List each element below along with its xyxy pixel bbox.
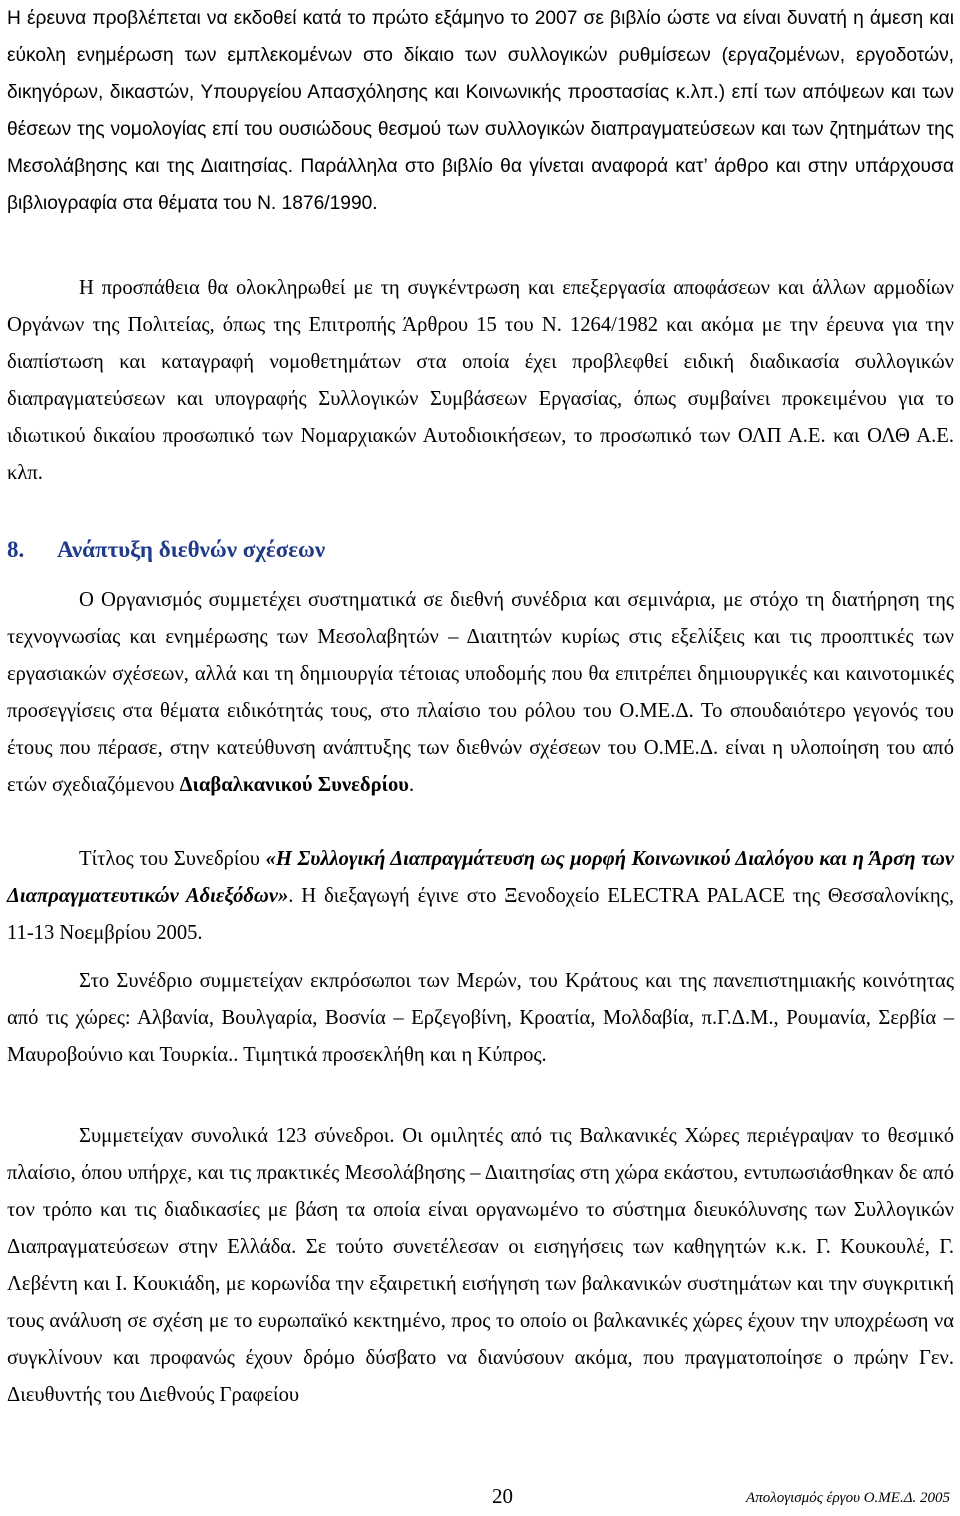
footer-title: Απολογισμός έργου Ο.ΜΕ.Δ. 2005 <box>746 1490 950 1506</box>
paragraph-international-participation <box>7 582 954 804</box>
paragraph-text-venue: . Η διεξαγωγή έγινε στο Ξενοδοχείο ELECTRA PALACE της Θεσσαλονίκης, 11-13 Νοεμβρίου 2005. <box>7 885 954 944</box>
page-footer <box>7 1478 950 1514</box>
page-number: 20 <box>492 1484 513 1508</box>
paragraph-text: Τίτλος του Συνεδρίου <box>79 848 266 870</box>
conference-title-emphasis: «Η Συλλογική Διαπραγμάτευση ως μορφή Κοινωνικού Διαλόγου και η Άρση των Διαπραγματευτικών Αδιεξόδων» <box>7 848 955 907</box>
section-title: Ανάπτυξη διεθνών σχέσεων <box>57 537 326 562</box>
paragraph-data-collection: Η προσπάθεια θα ολοκληρωθεί με τη συγκέντρωση και επεξεργασία αποφάσεων και άλλων αρμοδίων Οργάνων της Πολιτείας, όπως της Επιτροπής Άρθρου 15 του Ν. 1264/1982 και ακόμα με την έρευνα για την διαπίστωση και καταγραφή νομοθετημάτων στα οποία έχει προβλεφθεί ειδική διαδικασία συλλογικών διαπραγματεύσεων και υπογραφής Συλλογικών Συμβάσεων Εργασίας, όπως συμβαίνει προκειμένου για το ιδιωτικού δικαίου προσωπικό των Νομαρχιακών Αυτοδιοικήσεων, το προσωπικό των ΟΛΠ Α.Ε. και ΟΛΘ Α.Ε. κλπ. <box>7 277 954 484</box>
paragraph-research-publication: Η έρευνα προβλέπεται να εκδοθεί κατά το πρώτο εξάμηνο το 2007 σε βιβλίο ώστε να είναι δυνατή η άμεση και εύκολη ενημέρωση των εμπλεκομένων στο δίκαιο των συλλογικών ρυθμίσεων (εργαζομένων, εργοδοτών, δικηγόρων, δικαστών, Υπουργείου Απασχόλησης και Κοινωνικής προστασίας κ.λπ.) επί των απόψεων και των θέσεων της νομολογίας επί του ουσιώδους θεσμού των συλλογικών διαπραγματεύσεων και των ζητημάτων της Μεσολάβησης και της Διαιτησίας. Παράλληλα στο βιβλίο θα γίνεται αναφορά κατ’ άρθρο και στην υπάρχουσα βιβλιογραφία στα θέματα του Ν. 1876/1990. <box>7 8 954 214</box>
paragraph-conference-title <box>7 841 954 952</box>
paragraph-delegates: Συμμετείχαν συνολικά 123 σύνεδροι. Οι ομιλητές από τις Βαλκανικές Χώρες περιέγραψαν το θεσμικό πλαίσιο, όπου υπήρχε, και τις πρακτικές Μεσολάβησης – Διαιτησίας στη χώρα εκάστου, εντυπωσιάσθηκαν δε από τον τρόπο και τις διαδικασίες με βάση τα οποία είναι οργανωμένο το σύστημα διευκόλυνσης των Συλλογικών Διαπραγματεύσεων στην Ελλάδα. Σε τούτο συνετέλεσαν οι εισηγήσεις των καθηγητών κ.κ. Γ. Κουκουλέ, Γ. Λεβέντη και Ι. Κουκιάδη, με κορωνίδα την εξαιρετική εισήγηση των βαλκανικών συστημάτων και την συγκριτική τους ανάλυση σε σχέση με το ευρωπαϊκό κεκτημένο, προς το οποίο οι βαλκανικές χώρες έχουν την υποχρέωση να συγκλίνουν και προφανώς έχουν δρόμο δύσβατο να διανύσουν ακόμα, που πραγματοποίησε ο πρώην Γεν. Διευθυντής του Διεθνούς Γραφείου <box>7 1125 954 1406</box>
section-heading <box>7 530 325 570</box>
paragraph-participants: Στο Συνέδριο συμμετείχαν εκπρόσωποι των Μερών, του Κράτους και της πανεπιστημιακής κοινότητας από τις χώρες: Αλβανία, Βουλγαρία, Βοσνία – Ερζεγοβίνη, Κροατία, Μολδαβία, π.Γ.Δ.Μ., Ρουμανία, Σερβία – Μαυροβούνιο και Τουρκία.. Τιμητικά προσεκλήθη και η Κύπρος. <box>7 970 954 1066</box>
paragraph-text-end: . <box>408 774 415 796</box>
section-number: 8. <box>7 537 25 562</box>
bold-conference-name: Διαβαλκανικού Συνεδρίου <box>179 774 409 796</box>
paragraph-text: Ο Οργανισμός συμμετέχει συστηματικά σε διεθνή συνέδρια και σεμινάρια, με στόχο τη διατήρηση της τεχνογνωσίας και ενημέρωσης των Μεσολαβητών – Διαιτητών κυρίως στις εξελίξεις και τις προοπτικές των εργασιακών σχέσεων, αλλά και τη δημιουργία τέτοιας υποδομής που θα επιτρέπει δημιουργικές και καινοτομικές προσεγγίσεις στα θέματα ειδικότητάς τους, στο πλαίσιο του ρόλου του Ο.ΜΕ.Δ. Το σπουδαιότερο γεγονός του έτους που πέρασε, στην κατεύθυνση ανάπτυξης των διεθνών σχέσεων του Ο.ΜΕ.Δ. είναι η υλοποίηση του από ετών σχεδιαζόμενου <box>7 589 954 796</box>
